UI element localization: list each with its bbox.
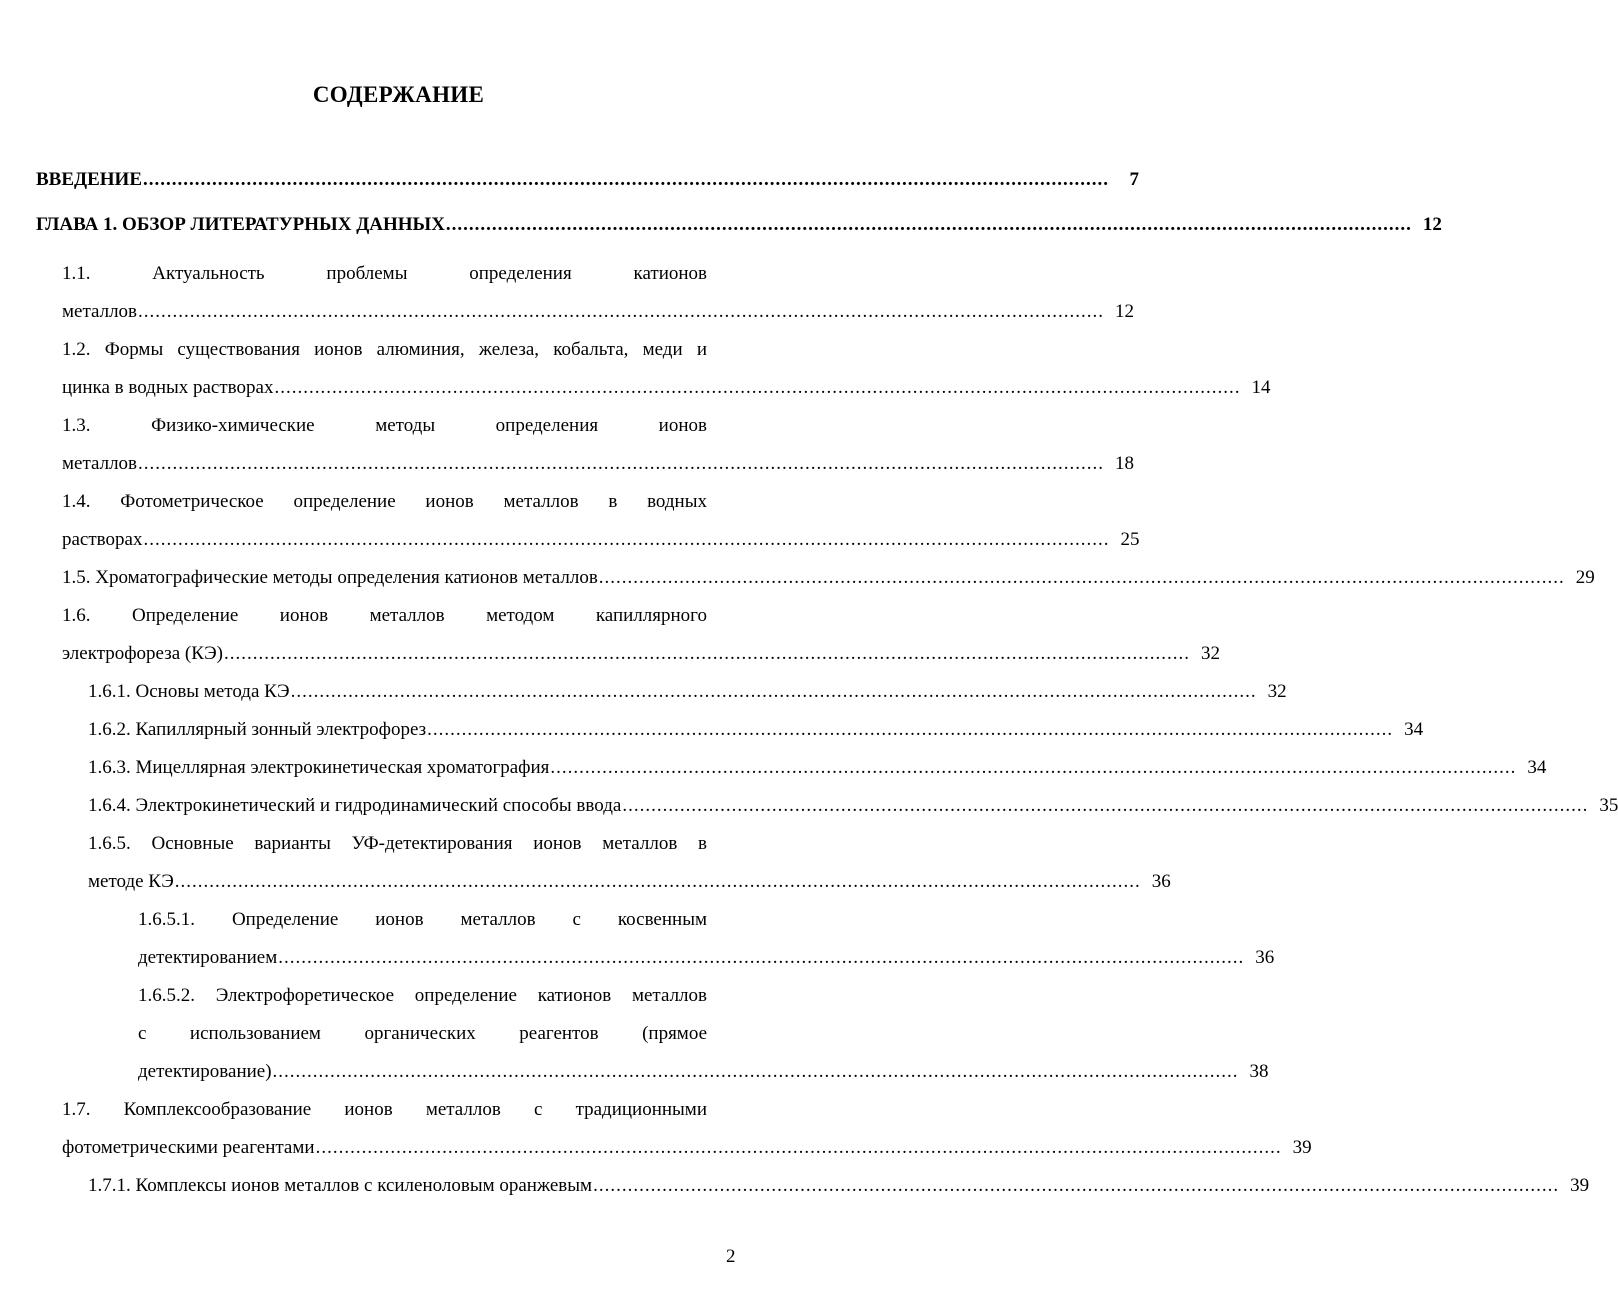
toc-page-number: 39	[1570, 1175, 1590, 1196]
toc-entry-1-2[interactable]	[62, 338, 1271, 400]
toc-leader-dots: ........................................................................................................................................................................	[274, 377, 1241, 398]
toc-page-number: 18	[1115, 453, 1135, 474]
toc-leader-dots: ........................................................................................................................................................................	[427, 719, 1394, 740]
toc-entry-label-cont: электрофореза (КЭ)	[62, 643, 224, 664]
toc-entry-label: ВВЕДЕНИЕ	[36, 169, 142, 190]
toc-entry-1-6-2[interactable]	[88, 718, 1424, 742]
toc-entry-1-6-3[interactable]	[88, 756, 1547, 780]
toc-page-number: 12	[1115, 301, 1135, 322]
toc-entry-label: 1.2. Формы существования ионов алюминия, железа, кобальта, меди и	[62, 339, 707, 360]
toc-leader-dots: ........................................................................................................................................................................	[315, 1137, 1282, 1158]
toc-entry-label-cont: детектированием	[138, 947, 278, 968]
toc-leader-dots: ........................................................................................................................................................................	[593, 1175, 1560, 1196]
toc-entry-label: 1.5. Хроматографические методы определения катионов металлов	[62, 567, 598, 588]
toc-entry-label: 1.6.2. Капиллярный зонный электрофорез	[88, 719, 427, 740]
toc-leader-dots: ........................................................................................................................................................................	[143, 169, 1109, 190]
toc-leader-dots: ........................................................................................................................................................................	[290, 681, 1257, 702]
toc-entry-chapter-1[interactable]	[36, 213, 1442, 237]
toc-entry-label: 1.6.3. Мицеллярная электрокинетическая хроматография	[88, 757, 550, 778]
toc-page-number: 25	[1120, 529, 1140, 550]
toc-entry-introduction[interactable]	[36, 168, 1139, 192]
toc-entry-label: 1.3. Физико-химические методы определения ионов	[62, 415, 707, 436]
toc-entry-label: 1.1. Актуальность проблемы определения катионов	[62, 263, 707, 284]
toc-leader-dots: ........................................................................................................................................................................	[598, 567, 1565, 588]
toc-entry-label: 1.6.1. Основы метода КЭ	[88, 681, 290, 702]
toc-page-number: 32	[1267, 681, 1287, 702]
toc-entry-label: ГЛАВА 1. ОБЗОР ЛИТЕРАТУРНЫХ ДАННЫХ	[36, 214, 445, 235]
toc-page-number: 34	[1527, 757, 1547, 778]
toc-leader-dots: ........................................................................................................................................................................	[445, 214, 1412, 235]
toc-entry-1-1[interactable]	[62, 262, 1135, 324]
toc-page-number: 7	[1129, 169, 1139, 190]
toc-page-number: 39	[1292, 1137, 1312, 1158]
toc-entry-label-cont: растворах	[62, 529, 143, 550]
toc-page-number: 35	[1599, 795, 1618, 816]
toc-leader-dots: ........................................................................................................................................................................	[138, 301, 1105, 322]
toc-page-number: 36	[1255, 947, 1275, 968]
toc-entry-1-6-4[interactable]	[88, 794, 1618, 818]
toc-entry-1-5[interactable]	[62, 566, 1595, 590]
toc-entry-label-cont: с использованием органических реагентов (прямое	[138, 1023, 707, 1044]
toc-page-number: 14	[1251, 377, 1271, 398]
toc-entry-1-6-5-1[interactable]	[138, 908, 1275, 970]
toc-entry-label-cont: фотометрическими реагентами	[62, 1137, 315, 1158]
toc-entry-1-3[interactable]	[62, 414, 1135, 476]
toc-entry-label: 1.7. Комплексообразование ионов металлов с традиционными	[62, 1099, 707, 1120]
toc-leader-dots: ........................................................................................................................................................................	[224, 643, 1191, 664]
toc-leader-dots: ........................................................................................................................................................................	[272, 1061, 1239, 1082]
toc-page-number: 32	[1201, 643, 1221, 664]
toc-leader-dots: ........................................................................................................................................................................	[622, 795, 1589, 816]
toc-page-number: 36	[1151, 871, 1171, 892]
toc-entry-1-6-1[interactable]	[88, 680, 1287, 704]
toc-entry-label: 1.6.5. Основные варианты УФ-детектирования ионов металлов в	[88, 833, 707, 854]
toc-page-number: 29	[1575, 567, 1595, 588]
toc-entry-1-6[interactable]	[62, 604, 1221, 666]
toc-entry-1-6-5-2[interactable]	[138, 984, 1269, 1084]
toc-leader-dots: ........................................................................................................................................................................	[138, 453, 1105, 474]
toc-page-number: 34	[1404, 719, 1424, 740]
toc-leader-dots: ........................................................................................................................................................................	[143, 529, 1110, 550]
toc-page-number: 38	[1249, 1061, 1269, 1082]
toc-page-number: 12	[1422, 214, 1442, 235]
toc-entry-label: 1.6.4. Электрокинетический и гидродинамический способы ввода	[88, 795, 622, 816]
toc-entry-label: 1.6. Определение ионов металлов методом капиллярного	[62, 605, 707, 626]
toc-entry-label: 1.6.5.1. Определение ионов металлов с косвенным	[138, 909, 707, 930]
toc-entry-label-cont: металлов	[62, 301, 138, 322]
toc-entry-label-cont: цинка в водных растворах	[62, 377, 274, 398]
toc-entry-1-7[interactable]	[62, 1098, 1312, 1160]
toc-leader-dots: ........................................................................................................................................................................	[550, 757, 1517, 778]
page-number: 2	[726, 1246, 736, 1267]
toc-leader-dots: ........................................................................................................................................................................	[278, 947, 1245, 968]
toc-entry-label-cont: методе КЭ	[88, 871, 174, 892]
toc-leader-dots: ........................................................................................................................................................................	[174, 871, 1141, 892]
toc-entry-1-7-1[interactable]	[88, 1174, 1590, 1198]
toc-entry-1-6-5[interactable]	[88, 832, 1171, 894]
toc-entry-1-4[interactable]	[62, 490, 1140, 552]
toc-entry-label-cont: металлов	[62, 453, 138, 474]
toc-entry-label: 1.4. Фотометрическое определение ионов металлов в водных	[62, 491, 707, 512]
page-title: СОДЕРЖАНИЕ	[312, 82, 485, 107]
toc-entry-label: 1.6.5.2. Электрофоретическое определение катионов металлов	[138, 985, 707, 1006]
toc-entry-label: 1.7.1. Комплексы ионов металлов с ксиленоловым оранжевым	[88, 1175, 593, 1196]
toc-entry-label-cont: детектирование)	[138, 1061, 272, 1082]
